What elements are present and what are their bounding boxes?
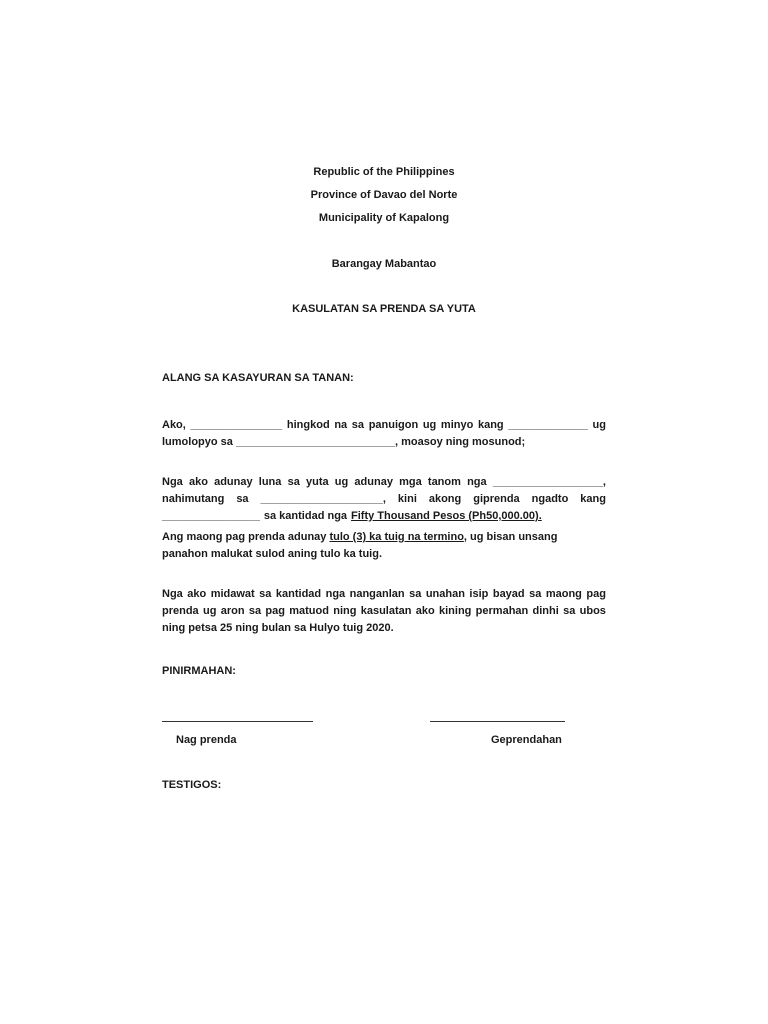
word: Nga	[162, 476, 183, 488]
paragraph-4-line-1	[162, 586, 606, 603]
text-line: panahon malukat sulod aning tulo ka tuig.	[162, 548, 383, 560]
word: ning	[333, 605, 357, 617]
word: adunay	[214, 476, 253, 488]
word: sa	[563, 605, 576, 617]
word: pag	[265, 605, 285, 617]
word: na	[334, 419, 348, 431]
word: Ako,	[162, 419, 186, 431]
paragraph-3-line-2	[162, 546, 606, 563]
word: kang	[477, 419, 504, 431]
barangay-heading: Barangay Mabantao	[331, 258, 437, 270]
word: isip	[469, 588, 489, 600]
text-line: lumolopyo sa __________________________, moasoy ning mosunod;	[162, 436, 526, 448]
word: nga	[467, 476, 487, 488]
paragraph-4-line-3	[162, 620, 606, 637]
word: sa	[259, 588, 272, 600]
paragraph-4-line-2	[162, 603, 606, 620]
paragraph-3	[162, 529, 606, 563]
word: ug	[202, 605, 217, 617]
text-segment: , ug bisan unsang	[463, 531, 558, 543]
word: sa	[287, 476, 300, 488]
pledgee-signature-line	[430, 721, 565, 722]
word: ako	[187, 588, 207, 600]
pledgor-signature-line	[162, 721, 313, 722]
word: unahan	[425, 588, 465, 600]
word: hingkod	[286, 419, 330, 431]
province-heading: Province of Davao del Norte	[310, 189, 458, 201]
word: ug	[422, 419, 437, 431]
word: mga	[399, 476, 422, 488]
pledgee-label: Geprendahan	[491, 734, 562, 746]
word: nanganlan	[349, 588, 405, 600]
blank-line: _____________	[508, 419, 588, 431]
word: dinhi	[532, 605, 559, 617]
salutation: ALANG SA KASAYURAN SA TANAN:	[162, 372, 354, 384]
paragraph-1	[162, 417, 606, 451]
term-text: tulo (3) ka tuig na termino	[329, 531, 464, 543]
witnesses-label: TESTIGOS:	[162, 779, 222, 791]
paragraph-2-line-2	[162, 491, 606, 508]
word: kining	[439, 605, 472, 617]
text-segment: Ang maong pag prenda adunay	[162, 531, 327, 543]
word: aron	[220, 605, 245, 617]
word: akong	[428, 493, 462, 505]
paragraph-4	[162, 586, 606, 637]
country-heading: Republic of the Philippines	[313, 166, 455, 178]
word: ug	[592, 419, 606, 431]
word: adunay	[354, 476, 393, 488]
word: sa	[529, 588, 542, 600]
word: kang	[580, 493, 606, 505]
word: tanom	[427, 476, 461, 488]
word: Nga	[162, 588, 183, 600]
word: ngadto	[531, 493, 569, 505]
word: minyo	[440, 419, 474, 431]
word: giprenda	[473, 493, 520, 505]
word: sa	[351, 419, 365, 431]
word: bayad	[492, 588, 525, 600]
blank-line: _______________	[190, 419, 283, 431]
word: ako	[188, 476, 208, 488]
word: nahimutang	[162, 493, 225, 505]
word: panuigon	[368, 419, 419, 431]
word: permahan	[475, 605, 529, 617]
paragraph-2-line-1	[162, 474, 606, 491]
paragraph-1-line-1	[162, 417, 606, 434]
document-title: KASULATAN SA PRENDA SA YUTA	[292, 303, 476, 315]
word: midawat	[210, 588, 255, 600]
word: yuta	[306, 476, 329, 488]
word: kini	[397, 493, 417, 505]
amount-text: Fifty Thousand Pesos (Ph50,000.00).	[351, 510, 542, 522]
paragraph-2-line-3	[162, 508, 606, 525]
blank-line: ________________	[162, 510, 260, 522]
word: sa	[236, 493, 249, 505]
word: maong	[545, 588, 582, 600]
word: kantidad	[275, 588, 322, 600]
word: prenda	[162, 605, 199, 617]
municipality-heading: Municipality of Kapalong	[318, 212, 450, 224]
word: matuod	[289, 605, 329, 617]
blank-line: ____________________,	[260, 493, 386, 505]
text-line: ning petsa 25 ning bulan sa Hulyo tuig 2020.	[162, 622, 394, 634]
word: sa	[248, 605, 262, 617]
word: pag	[586, 588, 606, 600]
pledgor-label: Nag prenda	[176, 734, 237, 746]
blank-line: __________________,	[492, 476, 606, 488]
word: ubos	[579, 605, 606, 617]
word: ug	[334, 476, 349, 488]
paragraph-3-line-1	[162, 529, 606, 546]
signed-label: PINIRMAHAN:	[162, 665, 236, 677]
paragraph-2	[162, 474, 606, 525]
text-segment: sa kantidad nga	[263, 510, 348, 522]
word: ako	[415, 605, 435, 617]
word: nga	[325, 588, 346, 600]
paragraph-1-line-2	[162, 434, 606, 451]
word: kasulatan	[360, 605, 412, 617]
word: sa	[409, 588, 422, 600]
word: luna	[258, 476, 282, 488]
